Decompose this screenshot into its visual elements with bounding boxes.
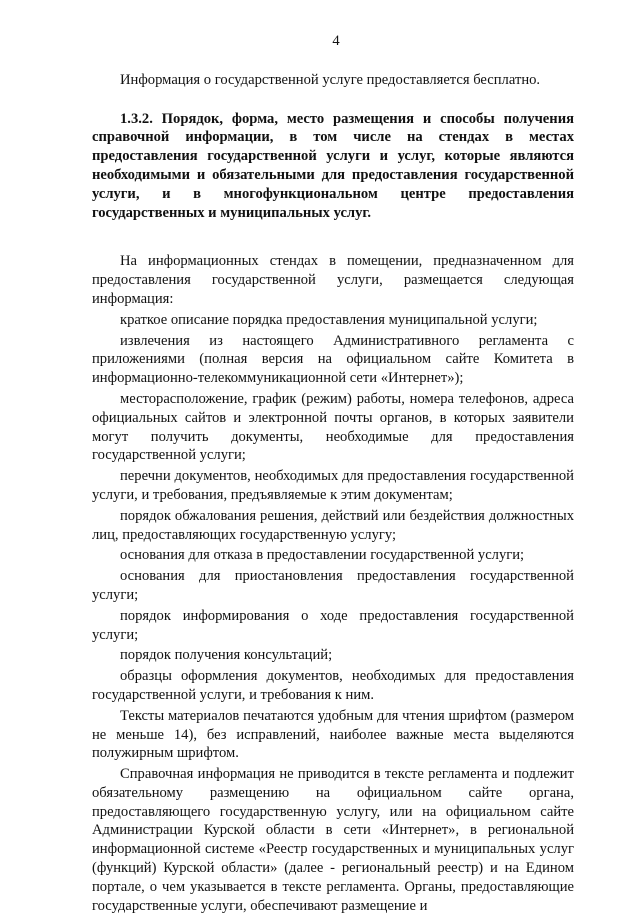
list-item: краткое описание порядка предоставления муниципальной услуги; — [120, 311, 538, 328]
list-item: порядок информирования о ходе предоставления государственной услуги; — [92, 607, 574, 643]
list-item: перечни документов, необходимых для предоставления государственной услуги, и требования, предъявляемые к этим документам; — [92, 468, 574, 503]
section-heading: 1.3.2. Порядок, форма, место размещения и способы получения справочной информации, в том числе на стендах в местах предоставления государственной услуги и услуг, которые являются необходимыми и обязательными для предоставления государственной услуги, и в многофункциональном центре предоставления государственных и муниципальных услуг. — [92, 110, 574, 221]
free-info-paragraph: Информация о государственной услуге предоставляется бесплатно. — [120, 71, 541, 88]
document-page — [92, 32, 574, 915]
list-item: месторасположение, график (режим) работы, номера телефонов, адреса официальных сайтов и электронной почты органов, в которых заявители могут получить документы, необходимые для предоставления государственной услуги; — [92, 390, 574, 464]
list-item: порядок обжалования решения, действий или бездействия должностных лиц, предоставляющих государственную услугу; — [92, 507, 574, 543]
page-number: 4 — [332, 33, 340, 49]
list-item: образцы оформления документов, необходимых для предоставления государственной услуги, и требования к ним. — [92, 668, 574, 703]
list-item: извлечения из настоящего Административного регламента с приложениями (полная версия на официальном сайте Комитета в информационно-телекоммуникационной сети «Интернет»); — [92, 332, 574, 387]
intro-paragraph: На информационных стендах в помещении, предназначенном для предоставления государственной услуги, размещается следующая информация: — [92, 253, 574, 307]
list-item: основания для отказа в предоставлении государственной услуги; — [120, 547, 525, 564]
list-item: порядок получения консультаций; — [120, 647, 333, 664]
font-paragraph: Тексты материалов печатаются удобным для чтения шрифтом (размером не меньше 14), без исправлений, наиболее важные места выделяются полужирным шрифтом. — [92, 707, 574, 762]
info-list — [92, 311, 574, 705]
reference-paragraph: Справочная информация не приводится в тексте регламента и подлежит обязательному размещению на официальном сайте органа, предоставляющего государственную услугу, или на официальном сайте Администрации Курской области в сети «Интернет», в региональной информационной системе «Реестр государственных и муниципальных услуг (функций) Курской области» (далее - региональный реестр) и на Едином портале, о чем указывается в тексте регламента. Органы, предоставляющие государственные услуги, обеспечивают размещение и — [92, 766, 574, 914]
list-item: основания для приостановления предоставления государственной услуги; — [92, 568, 574, 603]
